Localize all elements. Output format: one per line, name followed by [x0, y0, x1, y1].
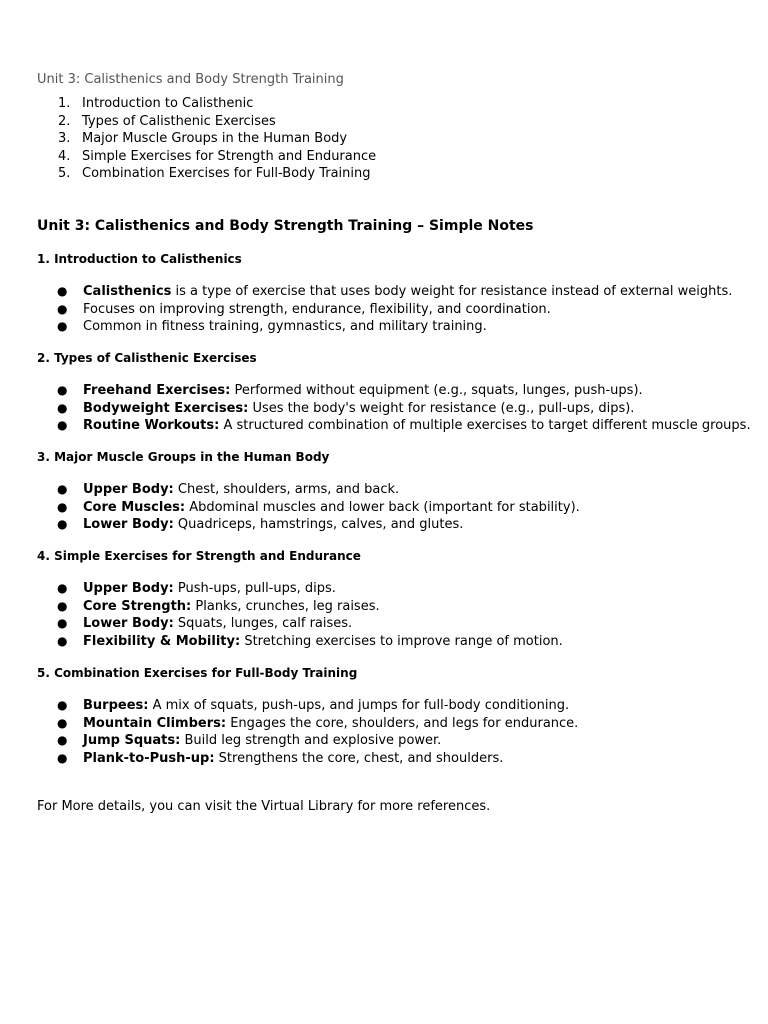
bullet-text: Chest, shoulders, arms, and back. [173, 482, 400, 497]
list-item [57, 633, 563, 651]
bullet-icon: ● [57, 319, 68, 334]
toc-item [58, 148, 376, 166]
bullet-icon: ● [57, 499, 68, 514]
list-item [57, 715, 578, 733]
list-item [57, 516, 580, 534]
bullet-term: Routine Workouts: [83, 418, 220, 434]
bullet-text: Engages the core, shoulders, and legs for endurance. [226, 715, 579, 731]
bullet-text: Stretching exercises to improve range of motion. [240, 633, 563, 649]
toc-item-text: Simple Exercises for Strength and Endurance [82, 148, 377, 164]
bullet-icon: ● [57, 517, 68, 532]
section-bullet-list [57, 382, 751, 435]
bullet-text: is a type of exercise that uses body weight for resistance instead of external weights. [171, 284, 733, 299]
bullet-text: Uses the body's weight for resistance (e.g., pull-ups, dips). [248, 400, 635, 416]
toc-item-number: 2. [58, 113, 71, 129]
bullet-icon: ● [57, 616, 68, 631]
notes-title: Unit 3: Calisthenics and Body Strength Training – Simple Notes [37, 218, 534, 234]
toc-item [58, 130, 376, 148]
bullet-term: Burpees: [83, 698, 149, 713]
bullet-text: Common in fitness training, gymnastics, and military training. [83, 319, 487, 335]
toc-item-number: 4. [58, 148, 71, 164]
list-item [57, 615, 563, 633]
bullet-term: Freehand Exercises: [83, 383, 231, 398]
toc-title: Unit 3: Calisthenics and Body Strength Training [37, 72, 344, 87]
list-item [57, 598, 563, 616]
bullet-icon: ● [57, 301, 68, 316]
bullet-text: Focuses on improving strength, endurance, flexibility, and coordination. [83, 301, 551, 317]
bullet-icon: ● [57, 715, 68, 730]
bullet-term: Flexibility & Mobility: [83, 633, 241, 649]
bullet-icon: ● [57, 581, 68, 595]
bullet-icon: ● [57, 284, 68, 298]
bullet-icon: ● [57, 482, 68, 496]
list-item [57, 697, 578, 715]
bullet-term: Bodyweight Exercises: [83, 400, 249, 416]
bullet-icon: ● [57, 400, 68, 415]
section-heading: 2. Types of Calisthenic Exercises [37, 351, 257, 365]
bullet-text: A structured combination of multiple exercises to target different muscle groups. [219, 418, 751, 434]
toc-item [58, 165, 376, 183]
bullet-term: Calisthenics [83, 284, 172, 299]
list-item [57, 318, 732, 336]
bullet-text: Planks, crunches, leg raises. [191, 598, 380, 614]
bullet-text: Abdominal muscles and lower back (important for stability). [185, 499, 580, 515]
list-item [57, 481, 580, 499]
table-of-contents [58, 95, 376, 183]
bullet-term: Jump Squats: [83, 733, 181, 749]
toc-item [58, 113, 376, 131]
toc-item-text: Major Muscle Groups in the Human Body [82, 131, 348, 147]
bullet-icon: ● [57, 733, 68, 748]
list-item [57, 283, 732, 301]
section-bullet-list [57, 481, 580, 534]
toc-item-number: 3. [58, 131, 71, 147]
bullet-text: Quadriceps, hamstrings, calves, and glutes. [173, 517, 464, 533]
bullet-icon: ● [57, 750, 68, 765]
list-item [57, 382, 751, 400]
section-heading: 4. Simple Exercises for Strength and Endurance [37, 549, 361, 563]
bullet-term: Lower Body: [83, 616, 174, 632]
section-heading: 1. Introduction to Calisthenics [37, 252, 242, 266]
bullet-icon: ● [57, 383, 68, 397]
bullet-term: Upper Body: [83, 482, 174, 497]
list-item [57, 400, 751, 418]
bullet-term: Mountain Climbers: [83, 715, 227, 731]
toc-item-text: Types of Calisthenic Exercises [82, 113, 276, 129]
bullet-text: A mix of squats, push-ups, and jumps for full-body conditioning. [148, 698, 570, 713]
bullet-text: Strengthens the core, chest, and shoulders. [214, 750, 504, 766]
section-bullet-list [57, 580, 563, 650]
toc-item-number: 5. [58, 166, 71, 182]
toc-item-text: Combination Exercises for Full-Body Training [82, 166, 371, 182]
toc-item-number: 1. [58, 96, 71, 111]
bullet-text: Performed without equipment (e.g., squats, lunges, push-ups). [230, 383, 643, 398]
list-item [57, 580, 563, 598]
footer-note: For More details, you can visit the Virtual Library for more references. [37, 799, 491, 814]
section-heading: 3. Major Muscle Groups in the Human Body [37, 450, 330, 464]
section-bullet-list [57, 697, 578, 767]
bullet-term: Plank-to-Push-up: [83, 750, 215, 766]
bullet-text: Build leg strength and explosive power. [180, 733, 442, 749]
section-bullet-list [57, 283, 732, 336]
bullet-icon: ● [57, 598, 68, 613]
section-heading: 5. Combination Exercises for Full-Body Training [37, 666, 358, 680]
bullet-term: Upper Body: [83, 581, 174, 596]
list-item [57, 732, 578, 750]
bullet-icon: ● [57, 633, 68, 648]
list-item [57, 417, 751, 435]
bullet-text: Push-ups, pull-ups, dips. [173, 581, 336, 596]
bullet-term: Core Strength: [83, 598, 192, 614]
list-item [57, 301, 732, 319]
toc-item [58, 95, 376, 113]
bullet-term: Core Muscles: [83, 499, 186, 515]
list-item [57, 750, 578, 768]
bullet-term: Lower Body: [83, 517, 174, 533]
toc-item-text: Introduction to Calisthenic [82, 96, 254, 111]
bullet-text: Squats, lunges, calf raises. [173, 616, 353, 632]
bullet-icon: ● [57, 698, 68, 712]
list-item [57, 499, 580, 517]
bullet-icon: ● [57, 418, 68, 433]
